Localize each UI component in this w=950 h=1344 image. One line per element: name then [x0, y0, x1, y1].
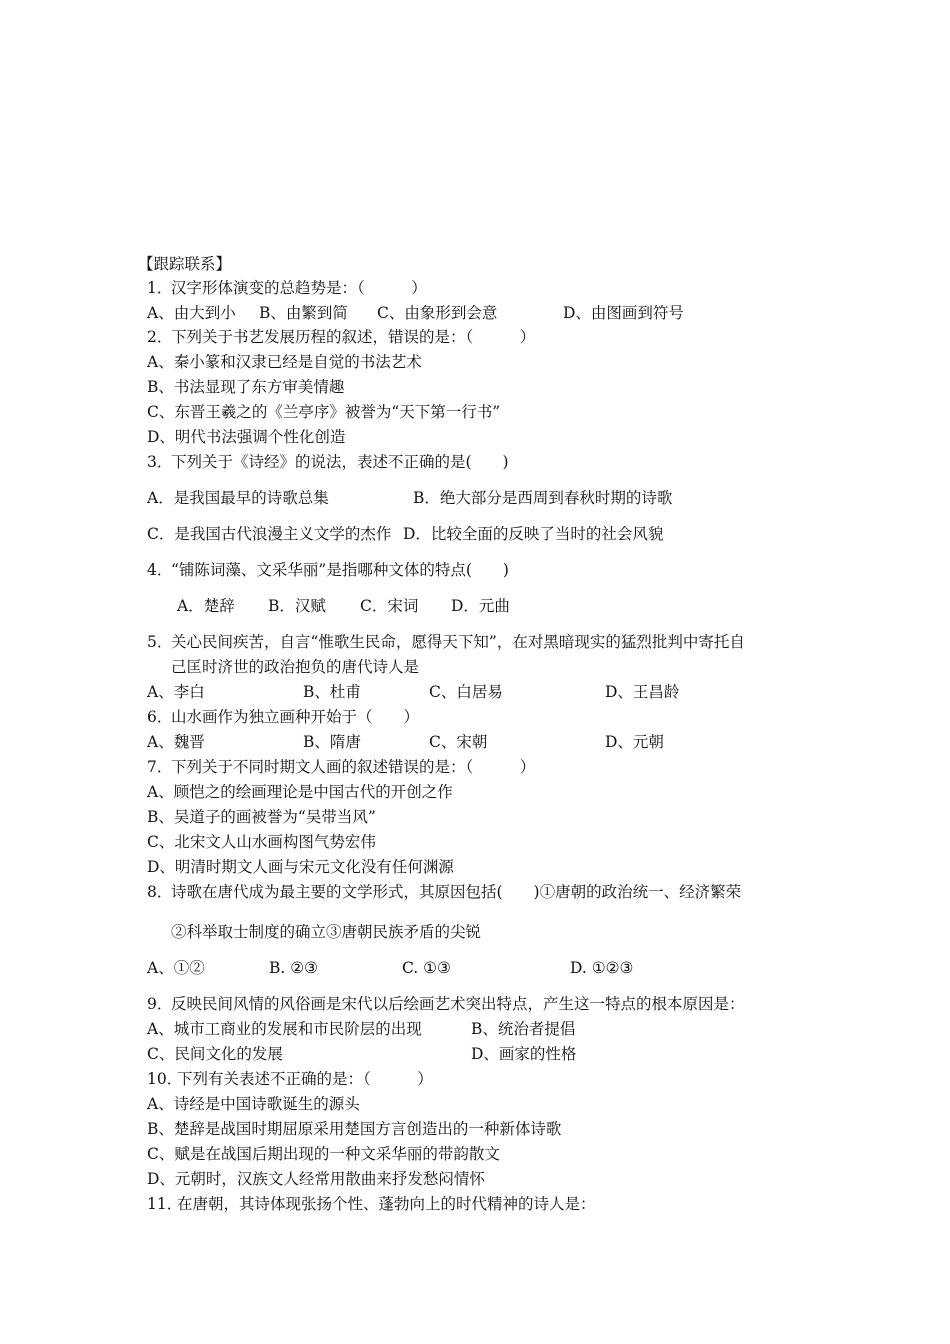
option-b: B、杜甫: [303, 683, 361, 701]
question-5-stem-continued: 己匡时济世的政治抱负的唐代诗人是: [171, 658, 420, 676]
option-c: C、白居易: [429, 683, 503, 701]
question-number: 8．: [147, 883, 173, 901]
option-c: C. ①③: [402, 959, 451, 977]
option-d: D．元曲: [451, 597, 510, 615]
option-b: B、隋唐: [303, 733, 361, 751]
question-number: 3．: [147, 453, 173, 471]
question-text: 关心民间疾苦，自言“惟歌生民命，愿得天下知”，在对黑暗现实的猛烈批判中寄托自: [171, 633, 745, 651]
option-a: A．楚辞: [177, 597, 235, 615]
option-c: C．是我国古代浪漫主义文学的杰作: [147, 525, 392, 543]
question-text: 山水画作为独立画种开始于（ ）: [171, 708, 420, 726]
question-number: 2．: [147, 328, 173, 346]
question-number: 10．: [147, 1070, 183, 1088]
option-d: D、王昌龄: [605, 683, 680, 701]
question-10-option-a: A、诗经是中国诗歌诞生的源头: [147, 1095, 360, 1113]
question-text: 诗歌在唐代成为最主要的文学形式，其原因包括( )①唐朝的政治统一、经济繁荣: [171, 883, 742, 901]
question-number: 7．: [147, 758, 173, 776]
question-number: 5．: [147, 633, 173, 651]
option-a: A、由大到小: [147, 304, 236, 322]
question-text: 下列关于不同时期文人画的叙述错误的是：（ ）: [171, 758, 536, 776]
question-text: “铺陈词藻、文采华丽”是指哪种文体的特点( ): [171, 561, 509, 579]
option-c: C、民间文化的发展: [147, 1045, 283, 1063]
option-d: D．比较全面的反映了当时的社会风貌: [403, 525, 664, 543]
question-10-option-b: B、楚辞是战国时期屈原采用楚国方言创造出的一种新体诗歌: [147, 1120, 562, 1138]
option-b: B．绝大部分是西周到春秋时期的诗歌: [413, 489, 673, 507]
option-c: C．宋词: [360, 597, 419, 615]
option-d: D、画家的性格: [471, 1045, 577, 1063]
question-2-option-b: B、书法显现了东方审美情趣: [147, 378, 345, 396]
question-text: 下列关于书艺发展历程的叙述，错误的是：（ ）: [171, 328, 536, 346]
question-text: 在唐朝，其诗体现张扬个性、蓬勃向上的时代精神的诗人是：: [177, 1195, 596, 1213]
question-number: 11．: [147, 1195, 183, 1213]
option-a: A、李白: [147, 683, 205, 701]
option-c: C、由象形到会意: [377, 304, 498, 322]
option-b: B、由繁到简: [259, 304, 348, 322]
question-7-option-a: A、顾恺之的绘画理论是中国古代的开创之作: [147, 783, 453, 801]
question-text: 下列有关表述不正确的是：（ ）: [177, 1070, 433, 1088]
question-2-option-c: C、东晋王羲之的《兰亭序》被誉为“天下第一行书”: [147, 403, 501, 421]
option-a: A、①②: [147, 959, 205, 977]
option-d: D、元朝: [605, 733, 664, 751]
option-c: C、宋朝: [429, 733, 488, 751]
question-10-option-d: D、元朝时，汉族文人经常用散曲来抒发愁闷情怀: [147, 1170, 485, 1188]
question-7-option-d: D、明清时期文人画与宋元文化没有任何渊源: [147, 858, 454, 876]
option-b: B、统治者提倡: [471, 1020, 576, 1038]
question-8-stem-continued: ②科举取士制度的确立③唐朝民族矛盾的尖锐: [171, 923, 482, 941]
option-a: A、城市工商业的发展和市民阶层的出现: [147, 1020, 422, 1038]
question-2-option-a: A、秦小篆和汉隶已经是自觉的书法艺术: [147, 353, 422, 371]
option-a: A、魏晋: [147, 733, 205, 751]
question-number: 9．: [147, 995, 173, 1013]
question-7-option-c: C、北宋文人山水画构图气势宏伟: [147, 833, 376, 851]
question-2-option-d: D、明代书法强调个性化创造: [147, 428, 346, 446]
question-text: 反映民间风情的风俗画是宋代以后绘画艺术突出特点，产生这一特点的根本原因是：: [171, 995, 745, 1013]
question-number: 4．: [147, 561, 173, 579]
option-b: B．汉赋: [268, 597, 326, 615]
question-10-option-c: C、赋是在战国后期出现的一种文采华丽的带韵散文: [147, 1145, 500, 1163]
question-number: 1．: [147, 279, 173, 297]
section-title: 【跟踪联系】: [138, 255, 232, 273]
question-number: 6．: [147, 708, 173, 726]
option-d: D. ①②③: [570, 959, 634, 977]
option-d: D、由图画到符号: [563, 304, 684, 322]
option-b: B. ②③: [269, 959, 319, 977]
question-text: 下列关于《诗经》的说法，表述不正确的是( ): [171, 453, 509, 471]
option-a: A．是我国最早的诗歌总集: [147, 489, 329, 507]
question-7-option-b: B、吴道子的画被誉为“吴带当风”: [147, 808, 376, 826]
question-text: 汉字形体演变的总趋势是：（ ）: [171, 279, 427, 297]
